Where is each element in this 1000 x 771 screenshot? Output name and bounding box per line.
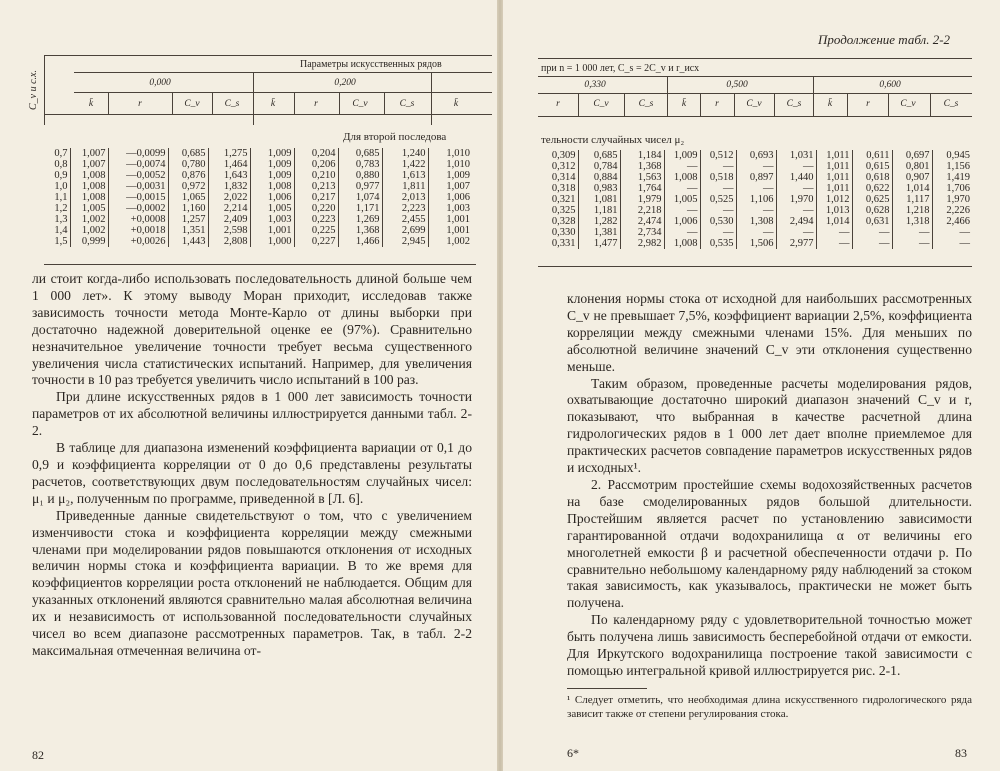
table-cell: 1,005 bbox=[250, 203, 294, 214]
table-cell: 0,685 bbox=[168, 148, 208, 159]
table-cell: —0,0031 bbox=[108, 181, 168, 192]
table-cell: 1,006 bbox=[664, 216, 700, 227]
table-cell: 0,631 bbox=[852, 216, 892, 227]
table-row bbox=[538, 161, 972, 172]
table-cell: — bbox=[816, 238, 852, 249]
table-cell: —0,0015 bbox=[108, 192, 168, 203]
table-cell: 2,474 bbox=[620, 216, 664, 227]
table-cell: 0,217 bbox=[294, 192, 338, 203]
table-cell: 2,977 bbox=[776, 238, 816, 249]
table-cell: +0,0018 bbox=[108, 225, 168, 236]
table-cell: 2,218 bbox=[620, 205, 664, 216]
table-cell: 0,225 bbox=[294, 225, 338, 236]
table-cell: 1,011 bbox=[816, 161, 852, 172]
table-row bbox=[42, 192, 472, 203]
table-cell: 0,611 bbox=[852, 150, 892, 161]
col-header: k̄ bbox=[681, 99, 687, 109]
table-cell: 1,282 bbox=[578, 216, 620, 227]
table-cell: — bbox=[852, 238, 892, 249]
table-cell: 1,970 bbox=[946, 194, 970, 205]
col-header: C_v bbox=[352, 99, 368, 109]
table-cell: 0,227 bbox=[294, 236, 338, 247]
table-cell: — bbox=[664, 183, 700, 194]
table-cell: 1,001 bbox=[446, 214, 470, 225]
col-header: C_s bbox=[399, 99, 415, 109]
table-cell: 0,622 bbox=[852, 183, 892, 194]
corner-label: C_v и с.х. bbox=[28, 70, 39, 110]
table-cell: 1,368 bbox=[620, 161, 664, 172]
table-cell: 0,876 bbox=[168, 170, 208, 181]
table-cell: 0,780 bbox=[168, 159, 208, 170]
table-cell: 1,443 bbox=[168, 236, 208, 247]
signature-mark: 6* bbox=[567, 746, 579, 760]
table-row bbox=[538, 194, 972, 205]
table-cell: 1,011 bbox=[816, 172, 852, 183]
table-cell: 1,257 bbox=[168, 214, 208, 225]
table-cell: — bbox=[664, 227, 700, 238]
table-row bbox=[42, 236, 472, 247]
table-cell: 1,106 bbox=[736, 194, 776, 205]
table-cell: 2,494 bbox=[776, 216, 816, 227]
table-cell: 0,7 bbox=[42, 148, 70, 159]
table-cell: 0,783 bbox=[338, 159, 382, 170]
table-cell: 2,455 bbox=[382, 214, 428, 225]
table-cell: 1,006 bbox=[250, 192, 294, 203]
table-cell: — bbox=[736, 205, 776, 216]
table-cell: 1,171 bbox=[338, 203, 382, 214]
table-cell: 0,331 bbox=[538, 238, 578, 249]
table-cell: 0,220 bbox=[294, 203, 338, 214]
table-cell: 1,008 bbox=[70, 170, 108, 181]
table-cell: — bbox=[664, 205, 700, 216]
table-cell: 1,002 bbox=[70, 225, 108, 236]
table-cell: 0,945 bbox=[946, 150, 970, 161]
paragraph: В таблице для диапазона изменений коэффициента вариации от 0,1 до 0,9 и коэффициента корреляции от 0 до 0,6 представлены результаты расчетов, соответствующих двум последовательностям случайных чисел: μ₁ и μ₂, полученным по программе, приведенной в [Л. 6]. bbox=[32, 440, 472, 506]
page-number-left: 82 bbox=[32, 748, 44, 762]
col-header: k̄ bbox=[827, 99, 833, 109]
table-cell: 1,970 bbox=[776, 194, 816, 205]
table-row bbox=[42, 148, 472, 159]
table-cell: 1,006 bbox=[446, 192, 470, 203]
table-cell: — bbox=[664, 161, 700, 172]
table-cell: 1,613 bbox=[382, 170, 428, 181]
table-cell: 1,181 bbox=[578, 205, 620, 216]
table-cell: 1,0 bbox=[42, 181, 70, 192]
table-cell: 1,001 bbox=[250, 225, 294, 236]
col-header: r bbox=[866, 99, 870, 109]
table-cell: 0,223 bbox=[294, 214, 338, 225]
table-cell: 2,409 bbox=[208, 214, 250, 225]
table-cell: +0,0008 bbox=[108, 214, 168, 225]
table-cell: — bbox=[852, 227, 892, 238]
col-header: k̄ bbox=[453, 99, 459, 109]
paragraph: 2. Рассмотрим простейшие схемы водохозяйственных расчетов на базе смоделированных рядов большой длительности. Простейшим является расчет по установлению зависимости гарантированной отдачи водохранилища α от величины его многолетней емкости β и расчетной обеспеченности отдачи p. По сравнительно небольшому календарному ряду наблюдений за стоком такая зависимость, как указывалось, практически не может быть получена. bbox=[567, 476, 972, 611]
table-cell: 0,206 bbox=[294, 159, 338, 170]
table-cell: 1,440 bbox=[776, 172, 816, 183]
table-cell: — bbox=[736, 161, 776, 172]
table-cell: 0,328 bbox=[538, 216, 578, 227]
table-cell: 2,013 bbox=[382, 192, 428, 203]
table-cell: 0,628 bbox=[852, 205, 892, 216]
table-cell: 0,625 bbox=[852, 194, 892, 205]
table-cell: 1,419 bbox=[946, 172, 970, 183]
table-cell: 1,477 bbox=[578, 238, 620, 249]
right-body-text bbox=[567, 291, 972, 680]
table-cell: 0,907 bbox=[892, 172, 932, 183]
table-cell: — bbox=[776, 227, 816, 238]
paragraph: клонения нормы стока от исходной для наибольших рассмотренных C_v не превышает 7,5%, коэффициент вариации 2,5%, коэффициента корреляции между смежными членами 15%. Для меньших по абсолютной величине значений C_v эти отклонения существенно меньше. bbox=[567, 291, 972, 374]
table-cell: 1,4 bbox=[42, 225, 70, 236]
table-cell: 0,697 bbox=[892, 150, 932, 161]
table-cell: 0,213 bbox=[294, 181, 338, 192]
table-cell: 1,008 bbox=[250, 181, 294, 192]
table-cell: 0,880 bbox=[338, 170, 382, 181]
table-cell: 0,318 bbox=[538, 183, 578, 194]
table-row bbox=[538, 216, 972, 227]
table-cell: 1,368 bbox=[338, 225, 382, 236]
table-cell: 2,223 bbox=[382, 203, 428, 214]
paragraph: При длине искусственных рядов в 1 000 лет зависимость точности параметров от их абсолютной величины иллюстрируется данными табл. 2-2. bbox=[32, 389, 472, 439]
page-number-right: 83 bbox=[955, 746, 967, 760]
table-cell: 1,011 bbox=[816, 183, 852, 194]
table-cell: 1,002 bbox=[70, 214, 108, 225]
table-row bbox=[42, 203, 472, 214]
table-cell: 0,535 bbox=[700, 238, 736, 249]
table-cell: 0,618 bbox=[852, 172, 892, 183]
table-row bbox=[42, 225, 472, 236]
table-cell: 1,074 bbox=[338, 192, 382, 203]
table-cell: — bbox=[736, 227, 776, 238]
table-cell: 0,204 bbox=[294, 148, 338, 159]
table-cell: 0,693 bbox=[736, 150, 776, 161]
right-header-text: при n = 1 000 лет, C_s = 2C_v и r_исх bbox=[541, 63, 700, 74]
cv-value: 0,200 bbox=[334, 78, 356, 88]
table-cell: 0,309 bbox=[538, 150, 578, 161]
table-cell: 1,014 bbox=[892, 183, 932, 194]
table-cell: 1,005 bbox=[664, 194, 700, 205]
table-cell: —0,0002 bbox=[108, 203, 168, 214]
table-row bbox=[42, 181, 472, 192]
table-cell: — bbox=[892, 238, 932, 249]
table-cell: 1,764 bbox=[620, 183, 664, 194]
table-cell: — bbox=[700, 227, 736, 238]
footnote: ¹ Следует отметить, что необходимая длина искусственного гидрологического ряда зависит также от степени регулирования стока. bbox=[567, 694, 972, 720]
table-cell: 1,464 bbox=[208, 159, 250, 170]
col-header: C_v bbox=[746, 99, 762, 109]
table-cell: 0,9 bbox=[42, 170, 70, 181]
table-cell: 2,022 bbox=[208, 192, 250, 203]
table-cell: +0,0026 bbox=[108, 236, 168, 247]
table-cell: 1,381 bbox=[578, 227, 620, 238]
table-cell: 1,009 bbox=[664, 150, 700, 161]
col-header: k̄ bbox=[88, 99, 94, 109]
table-cell: 1,005 bbox=[70, 203, 108, 214]
table-cell: — bbox=[736, 183, 776, 194]
table-cell: 0,325 bbox=[538, 205, 578, 216]
cv-value: 0,600 bbox=[879, 80, 901, 90]
table-cell: 1,240 bbox=[382, 148, 428, 159]
table-cell: 0,801 bbox=[892, 161, 932, 172]
table-cell: 1,000 bbox=[250, 236, 294, 247]
table-cell: 0,897 bbox=[736, 172, 776, 183]
table-cell: 1,009 bbox=[250, 170, 294, 181]
table-cell: 1,563 bbox=[620, 172, 664, 183]
left-body-text bbox=[32, 271, 472, 660]
table-cell: — bbox=[776, 205, 816, 216]
table-cell: 1,007 bbox=[70, 159, 108, 170]
table-cell: 1,010 bbox=[446, 159, 470, 170]
table-cell: 1,160 bbox=[168, 203, 208, 214]
table-cell: 0,314 bbox=[538, 172, 578, 183]
table-cell: 1,184 bbox=[620, 150, 664, 161]
table-cell: 0,615 bbox=[852, 161, 892, 172]
table-row bbox=[538, 150, 972, 161]
continuation-label: Продолжение табл. 2-2 bbox=[818, 32, 951, 47]
table-cell: 1,007 bbox=[70, 148, 108, 159]
table-cell: 1,3 bbox=[42, 214, 70, 225]
table-cell: — bbox=[700, 161, 736, 172]
table-row bbox=[538, 205, 972, 216]
table-cell: 0,685 bbox=[578, 150, 620, 161]
col-header: C_s bbox=[943, 99, 959, 109]
table-row bbox=[538, 172, 972, 183]
table-cell: 1,009 bbox=[250, 148, 294, 159]
table-cell: 1,003 bbox=[250, 214, 294, 225]
table-cell: 0,983 bbox=[578, 183, 620, 194]
table-cell: 1,832 bbox=[208, 181, 250, 192]
table-cell: 1,081 bbox=[578, 194, 620, 205]
table-cell: 0,999 bbox=[70, 236, 108, 247]
table-cell: 1,466 bbox=[338, 236, 382, 247]
cv-value: 0,330 bbox=[584, 80, 606, 90]
table-cell: — bbox=[700, 205, 736, 216]
table-row bbox=[42, 214, 472, 225]
table-cell: —0,0074 bbox=[108, 159, 168, 170]
col-header: r bbox=[314, 99, 318, 109]
table-cell: 1,013 bbox=[816, 205, 852, 216]
table-cell: 1,009 bbox=[446, 170, 470, 181]
table-cell: 1,275 bbox=[208, 148, 250, 159]
table-row bbox=[538, 227, 972, 238]
table-cell: 1,012 bbox=[816, 194, 852, 205]
table-cell: 1,007 bbox=[446, 181, 470, 192]
table-cell: —0,0099 bbox=[108, 148, 168, 159]
table-row bbox=[538, 183, 972, 194]
cv-value: 0,000 bbox=[149, 78, 171, 88]
table-row bbox=[42, 159, 472, 170]
paragraph: Приведенные данные свидетельствуют о том, что с увеличением изменчивости стока и коэффициента корреляции между смежными членами при моделировании рядов повышаются отклонения от исходных величин нормы стока и коэффициента вариации. В то же время для коэффициентов корреляции роста отклонений не наблюдается. Общим для указанных отклонений являются сравнительно малая абсолютная величина их и независимость от использованной последовательности случайных чисел во всем диапазоне рассмотренных параметров. Так, в табл. 2-2 максимальная отмеченная величина от- bbox=[32, 507, 472, 658]
table-cell: 1,706 bbox=[946, 183, 970, 194]
table-cell: 0,330 bbox=[538, 227, 578, 238]
table-cell: — bbox=[816, 227, 852, 238]
table-cell: 1,308 bbox=[736, 216, 776, 227]
table-cell: 1,156 bbox=[946, 161, 970, 172]
table-cell: 1,031 bbox=[776, 150, 816, 161]
right-section-title: тельности случайных чисел μ₂ bbox=[541, 134, 685, 146]
table-cell: 1,010 bbox=[446, 148, 470, 159]
table-cell: 0,312 bbox=[538, 161, 578, 172]
table-cell: — bbox=[892, 227, 932, 238]
col-header: r bbox=[138, 99, 142, 109]
table-cell: 1,979 bbox=[620, 194, 664, 205]
table-cell: 0,977 bbox=[338, 181, 382, 192]
table-cell: 1,351 bbox=[168, 225, 208, 236]
col-header: C_v bbox=[900, 99, 916, 109]
section-title: Для второй последова bbox=[343, 131, 447, 143]
table-cell: 1,218 bbox=[892, 205, 932, 216]
table-cell: 0,321 bbox=[538, 194, 578, 205]
table-cell: 2,734 bbox=[620, 227, 664, 238]
table-cell: 2,214 bbox=[208, 203, 250, 214]
table-cell: 1,811 bbox=[382, 181, 428, 192]
table-cell: —0,0052 bbox=[108, 170, 168, 181]
paragraph: По календарному ряду с удовлетворительной точностью может быть получена лишь зависимость бесперебойной отдачи от емкости. Для Иркутского водохранилища построение такой зависимости с помощью интегральной кривой иллюстрируется рис. 2-1. bbox=[567, 612, 972, 678]
col-header: C_s bbox=[638, 99, 654, 109]
table-cell: 0,884 bbox=[578, 172, 620, 183]
table-cell: 1,009 bbox=[250, 159, 294, 170]
table-cell: 0,685 bbox=[338, 148, 382, 159]
table-cell: 2,598 bbox=[208, 225, 250, 236]
table-cell: 1,003 bbox=[446, 203, 470, 214]
table-cell: 0,8 bbox=[42, 159, 70, 170]
table-cell: 2,945 bbox=[382, 236, 428, 247]
table-cell: — bbox=[776, 183, 816, 194]
table-cell: 1,269 bbox=[338, 214, 382, 225]
col-header: C_s bbox=[224, 99, 240, 109]
col-header: C_s bbox=[786, 99, 802, 109]
table-cell: — bbox=[959, 227, 970, 238]
col-header: C_v bbox=[593, 99, 609, 109]
table-cell: 1,117 bbox=[892, 194, 932, 205]
table-cell: 1,008 bbox=[70, 192, 108, 203]
group-title: Параметры искусственных рядов bbox=[300, 59, 442, 70]
table-cell: 1,008 bbox=[70, 181, 108, 192]
table-row bbox=[538, 238, 972, 249]
paragraph: Таким образом, проведенные расчеты моделирования рядов, охватывающие достаточно широкий диапазон значений C_v и r, показывают, что выбранная в качестве расчетной длина гидрологических рядов в 1 000 лет дает вполне приемлемое для практических расчетов совпадение параметров искусственных рядов и исходных¹. bbox=[567, 375, 972, 476]
table-cell: 0,210 bbox=[294, 170, 338, 181]
paragraph: ли стоит когда-либо использовать последовательность длиной больше чем 1 000 лет». К этому выводу Моран приходит, исследовав также зависимость точности метода Монте-Карло от длины выборки при достаточно надежной доверительной оценке ее (97%). Сравнительно незначительное увеличение точности требует весьма существенного увеличения числа статистических испытаний. Например, для увеличения точности в 10 раз требуется увеличить число испытаний в 100 раз. bbox=[32, 271, 472, 388]
col-header: k̄ bbox=[270, 99, 276, 109]
cv-value: 0,500 bbox=[726, 80, 748, 90]
table-cell: 2,808 bbox=[208, 236, 250, 247]
table-cell: 1,008 bbox=[664, 238, 700, 249]
table-cell: 1,2 bbox=[42, 203, 70, 214]
table-cell: — bbox=[776, 161, 816, 172]
col-header: r bbox=[715, 99, 719, 109]
table-cell: 0,972 bbox=[168, 181, 208, 192]
table-cell: — bbox=[959, 238, 970, 249]
table-cell: 0,530 bbox=[700, 216, 736, 227]
table-cell: 0,525 bbox=[700, 194, 736, 205]
table-cell: 1,643 bbox=[208, 170, 250, 181]
table-cell: 1,011 bbox=[816, 150, 852, 161]
table-cell: 2,226 bbox=[946, 205, 970, 216]
table-cell: 1,1 bbox=[42, 192, 70, 203]
col-header: r bbox=[556, 99, 560, 109]
left-data-table bbox=[42, 148, 472, 247]
table-cell: 1,008 bbox=[664, 172, 700, 183]
table-cell: 1,065 bbox=[168, 192, 208, 203]
table-row bbox=[42, 170, 472, 181]
col-header: C_v bbox=[184, 99, 200, 109]
table-cell: 2,982 bbox=[620, 238, 664, 249]
table-cell: 1,001 bbox=[446, 225, 470, 236]
table-cell: 0,512 bbox=[700, 150, 736, 161]
table-cell: 2,699 bbox=[382, 225, 428, 236]
table-cell: 1,014 bbox=[816, 216, 852, 227]
right-data-table bbox=[538, 150, 972, 249]
table-cell: 2,466 bbox=[946, 216, 970, 227]
table-cell: 1,002 bbox=[446, 236, 470, 247]
table-cell: 1,506 bbox=[736, 238, 776, 249]
table-cell: 1,318 bbox=[892, 216, 932, 227]
table-cell: 0,784 bbox=[578, 161, 620, 172]
table-cell: 1,422 bbox=[382, 159, 428, 170]
table-cell: 0,518 bbox=[700, 172, 736, 183]
table-cell: — bbox=[700, 183, 736, 194]
table-cell: 1,5 bbox=[42, 236, 70, 247]
